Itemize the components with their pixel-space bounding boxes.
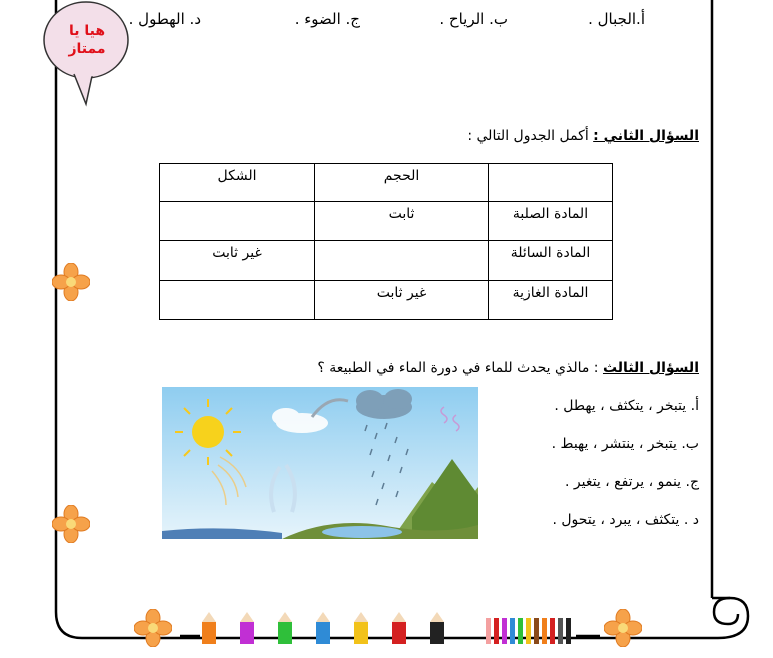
table-cell (160, 280, 315, 319)
table-row (160, 280, 613, 319)
q2-heading (467, 128, 699, 144)
pencil-icon (430, 612, 444, 644)
flower-icon (52, 263, 90, 301)
q3-answer-d: د . يتكثف ، يبرد ، يتحول . (552, 512, 699, 528)
pencil-border (180, 612, 600, 646)
q1-option-c: ج. الضوء . (294, 10, 360, 28)
table-cell: المادة الغازية (489, 280, 613, 319)
table-cell: غير ثابت (315, 280, 489, 319)
table-header-cell: الحجم (315, 164, 489, 202)
badge-text (52, 22, 122, 58)
pencil-icon (202, 612, 216, 644)
q1-option-b: ب. الرياح . (439, 10, 508, 28)
q3-heading (317, 360, 699, 376)
table-cell: ثابت (315, 202, 489, 241)
q3-text: : مالذي يحدث للماء في دورة الماء في الطبيعة ؟ (317, 360, 603, 376)
pencil-icon (278, 612, 292, 644)
table-header-cell (489, 164, 613, 202)
q2-label: السؤال الثاني : (593, 128, 699, 144)
pencil-icon (486, 618, 571, 644)
table-header-row (160, 164, 613, 202)
q3-answer-c: ج. ينمو ، يرتفع ، يتغير . (565, 474, 699, 490)
pencil-icon (354, 612, 368, 644)
badge-line2: ممتاز (68, 41, 106, 57)
flower-icon (134, 609, 172, 647)
table-row (160, 202, 613, 241)
table-cell: المادة السائلة (489, 241, 613, 280)
pencil-icon (240, 612, 254, 644)
flower-icon (604, 609, 642, 647)
q3-answer-b: ب. يتبخر ، ينتشر ، يهبط . (551, 436, 699, 452)
q2-text: أكمل الجدول التالي : (467, 128, 594, 144)
flower-icon (52, 505, 90, 543)
table-cell: غير ثابت (160, 241, 315, 280)
q3-answer-a: أ. يتبخر ، يتكثف ، يهطل . (554, 398, 699, 414)
table-header-cell: الشكل (160, 164, 315, 202)
table-cell: المادة الصلبة (489, 202, 613, 241)
pencil-icon (316, 612, 330, 644)
pencil-icon (392, 612, 406, 644)
table-row (160, 241, 613, 280)
table-cell (315, 241, 489, 280)
badge-line1: هيا يا (68, 23, 106, 39)
table-cell (160, 202, 315, 241)
water-cycle-image (162, 387, 478, 539)
states-table (159, 163, 613, 320)
q3-label: السؤال الثالث (602, 360, 699, 376)
q1-option-a: أ.الجبال . (588, 10, 645, 28)
q1-option-d: د. الهطول . (128, 10, 201, 28)
